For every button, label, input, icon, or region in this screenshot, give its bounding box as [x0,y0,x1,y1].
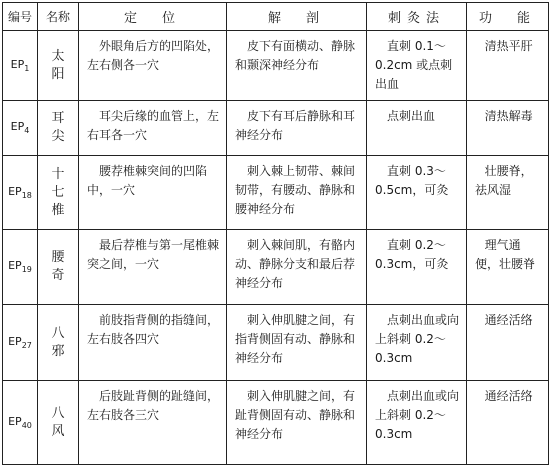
location-cell: 外眼角后方的凹陷处，左右侧各一穴 [79,31,227,101]
name-char: 七 [51,184,65,200]
code-prefix: EP [8,259,22,273]
function-cell: 通经活络 [467,305,549,381]
point-code [3,156,38,230]
location-cell: 腰荐椎棘突间的凹陷中，一穴 [79,156,227,230]
code-prefix: EP [10,57,25,71]
point-code [3,230,38,305]
name-char: 腰 [51,250,65,265]
point-name [38,305,79,381]
header-method: 刺灸法 [367,3,467,31]
table-row [3,101,549,156]
point-name [38,230,79,305]
name-char: 阳 [51,66,65,82]
function-cell: 理气通便，壮腰脊 [467,230,549,305]
code-prefix: EP [8,334,22,348]
function-cell: 通经活络 [467,381,549,465]
name-char: 十 [51,166,65,182]
point-name [38,156,79,230]
function-cell: 清热解毒 [467,101,549,156]
point-name [38,101,79,156]
anatomy-cell: 皮下有耳后静脉和耳神经分布 [227,101,367,156]
header-function: 功 能 [467,3,549,31]
point-code [3,305,38,381]
method-cell: 直刺 0.3～0.5cm，可灸 [367,156,467,230]
point-name [38,31,79,101]
method-cell: 点刺出血 [367,101,467,156]
method-cell: 直刺 0.1～0.2cm 或点刺出血 [367,31,467,101]
function-cell: 壮腰脊，祛风湿 [467,156,549,230]
code-number: 27 [21,341,32,351]
header-code: 编号 [3,3,38,31]
code-number: 18 [21,191,32,201]
header-row [3,3,549,31]
name-char: 邪 [51,343,65,359]
name-char: 风 [51,423,65,439]
anatomy-cell: 皮下有面横动、静脉和颞深神经分布 [227,31,367,101]
table-row [3,305,549,381]
anatomy-cell: 刺入伸肌腱之间，有趾背侧固有动、静脉和神经分布 [227,381,367,465]
name-char: 八 [51,325,65,341]
code-number: 1 [24,64,30,74]
point-code [3,31,38,101]
point-name [38,381,79,465]
code-prefix: EP [8,184,22,198]
name-char: 奇 [51,268,65,283]
code-number: 40 [21,421,32,431]
anatomy-cell: 刺入棘间肌，有骼内动、静脉分支和最后荐神经分布 [227,230,367,305]
code-prefix: EP [8,414,22,428]
location-cell: 耳尖后缘的血管上，左右耳各一穴 [79,101,227,156]
code-number: 19 [21,265,32,275]
name-char: 八 [51,405,65,421]
location-cell: 最后荐椎与第一尾椎棘突之间，一穴 [79,230,227,305]
header-location: 定 位 [79,3,227,31]
name-char: 椎 [51,202,65,218]
method-cell: 直刺 0.2～0.3cm，可灸 [367,230,467,305]
table-row [3,230,549,305]
point-code [3,381,38,465]
function-cell: 清热平肝 [467,31,549,101]
method-cell: 点刺出血或向上斜刺 0.2～0.3cm [367,305,467,381]
name-char: 尖 [51,129,65,144]
anatomy-cell: 刺入棘上韧带、棘间韧带，有腰动、静脉和腰神经分布 [227,156,367,230]
point-code [3,101,38,156]
table-row [3,156,549,230]
table-row [3,381,549,465]
name-char: 耳 [51,111,65,126]
location-cell: 后肢趾背侧的趾缝间，左右肢各三穴 [79,381,227,465]
header-name: 名称 [38,3,79,31]
name-char: 太 [51,48,65,64]
acupoint-table [2,2,549,465]
code-number: 4 [24,126,30,136]
code-prefix: EP [10,120,25,134]
anatomy-cell: 刺入伸肌腱之间，有指背侧固有动、静脉和神经分布 [227,305,367,381]
table-row [3,31,549,101]
method-cell: 点刺出血或向上斜刺 0.2～0.3cm [367,381,467,465]
header-anatomy: 解 剖 [227,3,367,31]
location-cell: 前肢指背侧的指缝间，左右肢各四穴 [79,305,227,381]
